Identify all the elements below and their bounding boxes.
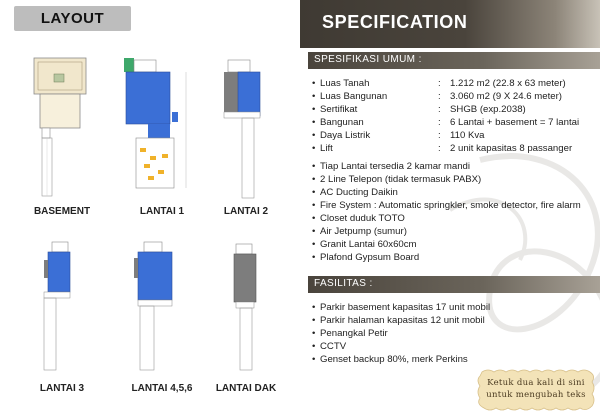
hint-line-1: Ketuk dua kali di sini [487, 378, 585, 388]
floor-label-lantai-1: LANTAI 1 [139, 206, 185, 217]
spec-umum-title: SPESIFIKASI UMUM : [314, 54, 422, 65]
spec-extra-item: • Tiap Lantai tersedia 2 kamar mandi [312, 161, 471, 172]
fasilitas-item: • Parkir basement kapasitas 17 unit mobil [312, 302, 491, 313]
spec-row: • Daya Listrik : 110 Kva [312, 130, 485, 141]
layout-title: LAYOUT [40, 10, 105, 27]
spec-extra-item: • Closet duduk TOTO [312, 213, 405, 224]
floor-label-lantai-2: LANTAI 2 [223, 206, 269, 217]
fasilitas-item: • Parkir halaman kapasitas 12 unit mobil [312, 315, 485, 326]
specification-panel [300, 0, 600, 418]
fasilitas-item: • Penangkal Petir [312, 328, 388, 339]
spec-extra-item: • Fire System : Automatic springkler, smoke detector, fire alarm [312, 200, 581, 211]
floor-label-lantai-4-5-6: LANTAI 4,5,6 [131, 383, 193, 394]
spec-extra-item: • 2 Line Telepon (tidak termasuk PABX) [312, 174, 482, 185]
fasilitas-header [308, 276, 600, 293]
spec-row: • Luas Bangunan : 3.060 m2 (9 X 24.6 meter) [312, 91, 562, 102]
floor-plan-lantai-dak[interactable] [198, 236, 294, 376]
hint-line-2: untuk mengubah teks [486, 390, 586, 400]
fasilitas-title: FASILITAS : [314, 278, 373, 289]
spec-title: SPECIFICATION [322, 12, 468, 32]
floor-plan-lantai-4-5-6[interactable] [114, 236, 210, 376]
spec-row: • Bangunan : 6 Lantai + basement = 7 lantai [312, 117, 580, 128]
fasilitas-item: • Genset backup 80%, merk Perkins [312, 354, 468, 365]
edit-text-hint[interactable] [474, 368, 598, 412]
floor-plan-lantai-1[interactable] [114, 52, 210, 202]
floor-label-basement: BASEMENT [33, 206, 91, 217]
spec-extra-item: • Plafond Gypsum Board [312, 252, 420, 263]
floor-plan-lantai-2[interactable] [198, 52, 294, 202]
floor-plan-lantai-3[interactable] [14, 236, 110, 376]
spec-umum-header [308, 52, 600, 69]
spec-row: • Lift : 2 unit kapasitas 8 passanger [312, 143, 573, 154]
floor-label-lantai-dak: LANTAI DAK [215, 383, 277, 394]
spec-extra-item: • AC Ducting Daikin [312, 187, 398, 198]
fasilitas-item: • CCTV [312, 341, 347, 352]
spec-header-bar [300, 0, 600, 48]
floor-label-lantai-3: LANTAI 3 [39, 383, 85, 394]
floor-plan-basement[interactable] [14, 52, 110, 202]
spec-extra-item: • Granit Lantai 60x60cm [312, 239, 417, 250]
spec-extra-item: • Air Jetpump (sumur) [312, 226, 407, 237]
spec-row: • Sertifikat : SHGB (exp.2038) [312, 104, 526, 115]
spec-row: • Luas Tanah : 1.212 m2 (22.8 x 63 meter) [312, 78, 566, 89]
